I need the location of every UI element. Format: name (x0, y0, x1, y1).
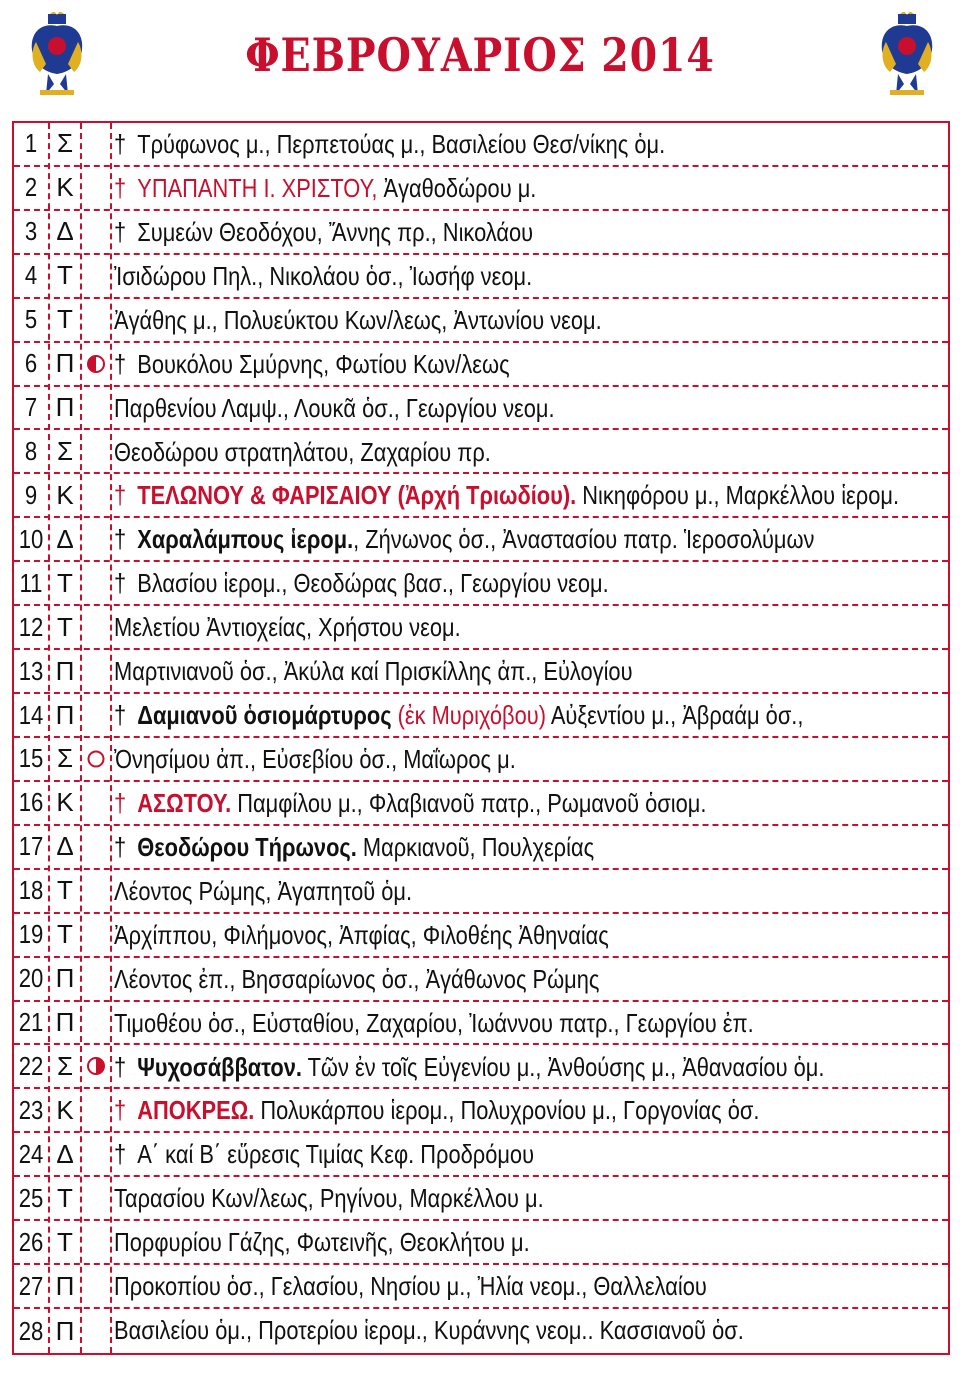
page-title: ΦΕΒΡΟΥΑΡΙΟΣ 2014 (245, 28, 715, 82)
calendar-row (14, 1177, 948, 1221)
calendar-row (14, 606, 948, 650)
saints-text (114, 1265, 811, 1307)
saints-text (114, 870, 811, 912)
moon-phase-cell (82, 1002, 110, 1044)
saints-text-segment: Παμφίλου μ., Φλαβιανοῦ πατρ., Ρωμανοῦ ὁσιομ. (231, 787, 707, 818)
moon-phase-cell (82, 650, 110, 692)
calendar-row (14, 167, 948, 211)
moon-phase-cell (82, 1133, 110, 1175)
calendar-row (14, 914, 948, 958)
weekday-letter: Κ (56, 479, 74, 510)
saints-text-segment: Λέοντος Ρώμης, Ἀγαπητοῦ ὁμ. (114, 875, 413, 906)
saints-text (114, 387, 811, 429)
saints-text (114, 1089, 811, 1131)
saints-text (114, 738, 811, 780)
saints-text-segment: Δαμιανοῦ ὁσιομάρτυρος (137, 700, 392, 731)
saints-text-segment: Παρθενίου Λαμψ., Λουκᾶ ὁσ., Γεωργίου νεομ. (114, 392, 555, 423)
moon-phase-cell (82, 694, 110, 736)
calendar-row (14, 782, 948, 826)
calendar-row (14, 650, 948, 694)
day-number: 1 (24, 128, 38, 159)
day-number: 24 (18, 1138, 44, 1169)
weekday-letter: Δ (56, 216, 74, 247)
day-number: 8 (24, 435, 38, 466)
saints-text (114, 431, 811, 473)
day-number: 2 (24, 172, 38, 203)
saints-text-segment: Α΄ καί Β΄ εὕρεσις Τιμίας Κεφ. Προδρόμου (137, 1139, 535, 1170)
saints-text-segment: Νικηφόρου μ., Μαρκέλλου ἱερομ. (576, 480, 900, 511)
calendar-row (14, 826, 948, 870)
day-number: 13 (18, 655, 44, 686)
cross-icon: † (114, 129, 133, 159)
saints-text (114, 914, 811, 956)
saints-text (114, 958, 811, 1000)
weekday-letter: Τ (57, 567, 73, 598)
weekday-letter: Σ (56, 1050, 74, 1081)
saints-text (114, 343, 811, 385)
saints-text-segment: Τιμοθέου ὁσ., Εὐσταθίου, Ζαχαρίου, Ἰωάννου πατρ., Γεωργίου ἐπ. (114, 1007, 754, 1038)
calendar-row (14, 562, 948, 606)
calendar-row (14, 299, 948, 343)
saints-text (114, 1002, 811, 1044)
calendar-row (14, 1309, 948, 1353)
weekday-letter: Τ (57, 260, 73, 291)
saints-text (114, 518, 815, 560)
calendar-row (14, 694, 948, 738)
weekday-letter: Δ (56, 523, 74, 554)
first-quarter-moon-icon (82, 343, 110, 385)
day-number: 27 (18, 1270, 44, 1301)
saints-text-segment: Τῶν ἐν τοῖς Εὐγενίου μ., Ἀνθούσης μ., Ἀθανασίου ὁμ. (301, 1051, 825, 1082)
calendar-row (14, 387, 948, 431)
saints-text (114, 255, 811, 297)
page-header (0, 0, 960, 115)
calendar-table (12, 121, 950, 1355)
cross-icon: † (114, 348, 133, 379)
saints-text-segment: Θεοδώρου Τήρωνος. (137, 831, 357, 862)
saints-text (114, 1221, 811, 1263)
saints-text-segment: Βασιλείου ὁμ., Προτερίου ἱερομ., Κυράννης νεομ.. Κασσιανοῦ ὁσ. (114, 1315, 744, 1346)
day-number: 10 (18, 523, 44, 554)
saints-text (114, 299, 811, 341)
cross-icon: † (114, 787, 133, 818)
calendar-row (14, 211, 948, 255)
cross-icon: † (114, 172, 133, 203)
saints-text-segment: Πολυκάρπου ἱερομ., Πολυχρονίου μ., Γοργονίας ὁσ. (254, 1095, 760, 1126)
saints-text-segment: Ἰσιδώρου Πηλ., Νικολάου ὁσ., Ἰωσήφ νεομ. (114, 260, 533, 291)
moon-phase-cell (82, 1177, 110, 1219)
saints-text (114, 826, 811, 868)
calendar-row (14, 1046, 948, 1090)
weekday-letter: Σ (56, 128, 74, 159)
day-number: 6 (24, 348, 38, 379)
moon-phase-cell (82, 782, 110, 824)
day-number: 16 (18, 787, 44, 818)
saints-text-segment: Συμεών Θεοδόχου, Ἄννης πρ., Νικολάου (137, 216, 534, 247)
saints-text-segment: ΑΣΩΤΟΥ. (137, 787, 232, 818)
weekday-letter: Κ (56, 1094, 74, 1125)
day-number: 14 (18, 699, 44, 730)
saints-text-segment: ΥΠΑΠΑΝΤΗ Ι. ΧΡΙΣΤΟΥ, (137, 172, 378, 203)
saints-text-segment: Μαρκιανοῦ, Πουλχερίας (356, 831, 595, 862)
day-number: 17 (18, 831, 44, 862)
saints-text-segment: ΤΕΛΩΝΟΥ & ΦΑΡΙΣΑΙΟΥ (Ἀρχή Τριωδίου). (137, 480, 577, 511)
moon-phase-cell (82, 958, 110, 1000)
moon-phase-cell (82, 387, 110, 429)
saints-text (114, 606, 811, 648)
saints-text-segment: Ταρασίου Κων/λεως, Ρηγίνου, Μαρκέλλου μ. (114, 1183, 544, 1214)
day-number: 9 (24, 479, 38, 510)
moon-phase-cell (82, 826, 110, 868)
day-number: 15 (18, 743, 44, 774)
calendar-row (14, 123, 948, 167)
weekday-letter: Τ (57, 304, 73, 335)
moon-phase-cell (82, 211, 110, 253)
cross-icon: † (114, 831, 133, 862)
day-number: 5 (24, 304, 38, 335)
saints-text-segment: Ἀγαθοδώρου μ. (377, 172, 537, 203)
weekday-letter: Σ (56, 743, 74, 774)
calendar-row (14, 1221, 948, 1265)
weekday-letter: Τ (57, 1182, 73, 1213)
saints-text (114, 123, 811, 165)
moon-phase-cell (82, 1089, 110, 1131)
saints-text (114, 167, 811, 209)
saints-text-segment: Βουκόλου Σμύρνης, Φωτίου Κων/λεως (137, 348, 510, 379)
calendar-row (14, 870, 948, 914)
weekday-letter: Π (55, 1007, 75, 1038)
cross-icon: † (114, 480, 133, 511)
saints-text-segment: Πορφυρίου Γάζης, Φωτεινῆς, Θεοκλήτου μ. (114, 1227, 530, 1258)
saints-text-segment: Μαρτινιανοῦ ὁσ., Ἀκύλα καί Πρισκίλλης ἀπ., Εὐλογίου (114, 656, 633, 687)
moon-phase-cell (82, 518, 110, 560)
moon-phase-cell (82, 1221, 110, 1263)
day-number: 20 (18, 963, 44, 994)
saints-text-segment: Λέοντος ἐπ., Βησσαρίωνος ὁσ., Ἀγάθωνος Ρώμης (114, 963, 600, 994)
weekday-letter: Τ (57, 919, 73, 950)
weekday-letter: Δ (56, 1138, 74, 1169)
weekday-letter: Δ (56, 831, 74, 862)
day-number: 26 (18, 1226, 44, 1257)
calendar-row (14, 1133, 948, 1177)
day-number: 11 (19, 567, 43, 598)
saints-text-segment: Ψυχοσάββατον. (137, 1051, 302, 1082)
cross-icon: † (114, 1139, 133, 1170)
calendar-row (14, 1089, 948, 1133)
moon-phase-cell (82, 1265, 110, 1307)
saints-text-segment: ΑΠΟΚΡΕΩ. (137, 1095, 255, 1126)
weekday-letter: Π (55, 699, 75, 730)
saints-text-segment: Αὐξεντίου μ., Ἀβραάμ ὁσ., (545, 700, 804, 731)
day-number: 12 (18, 611, 44, 642)
saints-text-segment: Βλασίου ἱερομ., Θεοδώρας βασ., Γεωργίου νεομ. (137, 568, 609, 599)
cross-icon: † (114, 700, 133, 731)
moon-phase-cell (82, 255, 110, 297)
weekday-letter: Τ (57, 875, 73, 906)
weekday-letter: Π (55, 348, 75, 379)
day-number: 22 (18, 1050, 44, 1081)
saints-text (114, 1177, 811, 1219)
weekday-letter: Π (55, 655, 75, 686)
calendar-row (14, 255, 948, 299)
cross-icon: † (114, 216, 133, 247)
calendar-row (14, 474, 948, 518)
saints-text (114, 562, 811, 604)
moon-phase-cell (82, 914, 110, 956)
moon-phase-cell (82, 431, 110, 473)
saints-text-segment: Ἀρχίππου, Φιλήμονος, Ἀπφίας, Φιλοθέης Ἀθηναίας (114, 919, 609, 950)
weekday-letter: Τ (57, 1226, 73, 1257)
moon-phase-cell (82, 870, 110, 912)
weekday-letter: Κ (56, 172, 74, 203)
moon-phase-cell (82, 167, 110, 209)
day-number: 21 (18, 1007, 44, 1038)
calendar-row (14, 1002, 948, 1046)
saints-text-segment: , Ζήνωνος ὁσ., Ἀναστασίου πατρ. Ἱεροσολύμων (353, 524, 815, 555)
saints-text (114, 211, 811, 253)
double-headed-eagle-emblem-icon (876, 12, 938, 98)
saints-text (114, 1133, 811, 1175)
cross-icon: † (114, 1051, 133, 1082)
full-moon-icon (82, 738, 110, 780)
weekday-letter: Π (55, 392, 75, 423)
day-number: 25 (18, 1182, 44, 1213)
saints-text-segment: Τρύφωνος μ., Περπετούας μ., Βασιλείου Θεσ/νίκης ὁμ. (137, 129, 666, 159)
moon-phase-cell (82, 562, 110, 604)
weekday-letter: Π (55, 1270, 75, 1301)
saints-text-segment: Ἀγάθης μ., Πολυεύκτου Κων/λεως, Ἀντωνίου νεομ. (114, 304, 602, 335)
day-number: 7 (24, 392, 38, 423)
day-number: 3 (24, 216, 38, 247)
saints-text-segment: Ὀνησίμου ἀπ., Εὐσεβίου ὁσ., Μαΐωρος μ. (114, 744, 516, 774)
day-number: 19 (18, 919, 44, 950)
saints-text (114, 782, 811, 824)
calendar-row (14, 431, 948, 475)
saints-text-segment: Χαραλάμπους ἱερομ. (137, 524, 354, 555)
saints-text (114, 1309, 811, 1353)
cross-icon: † (114, 1095, 133, 1126)
saints-text-segment: Προκοπίου ὁσ., Γελασίου, Νησίου μ., Ἠλία νεομ., Θαλλελαίου (114, 1271, 707, 1302)
calendar-row (14, 1265, 948, 1309)
moon-phase-cell (82, 1309, 110, 1353)
saints-text (114, 650, 811, 692)
day-number: 4 (24, 260, 38, 291)
day-number: 23 (18, 1094, 44, 1125)
cross-icon: † (114, 568, 133, 599)
saints-text (114, 694, 811, 736)
weekday-letter: Π (55, 963, 75, 994)
weekday-letter: Σ (56, 435, 74, 466)
calendar-row (14, 958, 948, 1002)
weekday-letter: Τ (57, 611, 73, 642)
saints-text-segment: Θεοδώρου στρατηλάτου, Ζαχαρίου πρ. (114, 436, 491, 467)
moon-phase-cell (82, 606, 110, 648)
last-quarter-moon-icon (82, 1046, 110, 1088)
cross-icon: † (114, 524, 133, 555)
saints-text (114, 1046, 825, 1088)
moon-phase-cell (82, 299, 110, 341)
saints-text-segment: Μελετίου Ἀντιοχείας, Χρήστου νεομ. (114, 612, 461, 643)
day-number: 18 (18, 875, 44, 906)
calendar-row (14, 518, 948, 562)
moon-phase-cell (82, 474, 110, 516)
day-number: 28 (18, 1315, 44, 1346)
saints-text-segment: (ἐκ Μυριχόβου) (391, 700, 546, 731)
calendar-row (14, 343, 948, 387)
weekday-letter: Π (55, 1315, 75, 1346)
weekday-letter: Κ (56, 787, 74, 818)
calendar-row (14, 738, 948, 782)
saints-text (114, 474, 900, 516)
moon-phase-cell (82, 123, 110, 165)
